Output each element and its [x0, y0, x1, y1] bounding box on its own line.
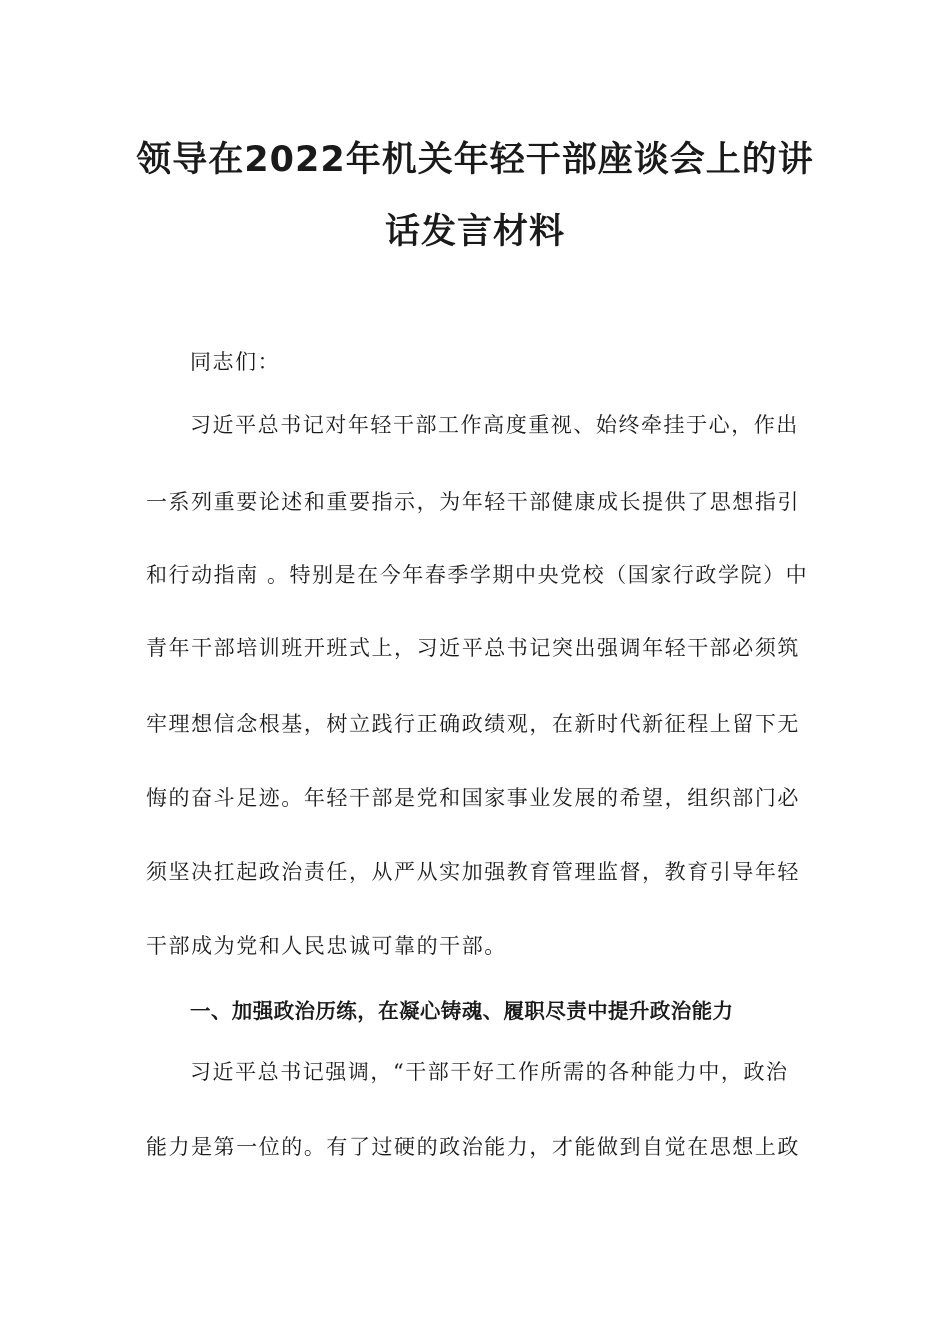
paragraph-2-line: 能力是第一位的。有了过硬的政治能力，才能做到自觉在思想上政 — [146, 1135, 800, 1159]
salutation: 同志们： — [190, 350, 281, 374]
paragraph-1-line: 一系列重要论述和重要指示，为年轻干部健康成长提供了思想指引 — [146, 490, 800, 514]
paragraph-2-line: 习近平总书记强调，“干部干好工作所需的各种能力中，政治 — [190, 1060, 789, 1084]
section-1-heading: 一、加强政治历练，在凝心铸魂、履职尽责中提升政治能力 — [190, 999, 734, 1023]
paragraph-1-line: 悔的奋斗足迹。年轻干部是党和国家事业发展的希望，组织部门必 — [146, 786, 800, 810]
paragraph-1-line: 干部成为党和人民忠诚可靠的干部。 — [146, 934, 507, 958]
paragraph-1-line: 须坚决扛起政治责任，从严从实加强教育管理监督，教育引导年轻 — [146, 860, 800, 884]
paragraph-1-line: 习近平总书记对年轻干部工作高度重视、始终牵挂于心，作出 — [190, 413, 799, 437]
document-title-line-1: 领导在2022年机关年轻干部座谈会上的讲 — [136, 140, 814, 180]
paragraph-1-line: 牢理想信念根基，树立践行正确政绩观，在新时代新征程上留下无 — [146, 712, 800, 736]
paragraph-1-line: 和行动指南 。特别是在今年春季学期中央党校（国家行政学院）中 — [146, 563, 809, 587]
document-title-line-2: 话发言材料 — [384, 212, 565, 252]
paragraph-1-line: 青年干部培训班开班式上，习近平总书记突出强调年轻干部必须筑 — [146, 636, 800, 660]
